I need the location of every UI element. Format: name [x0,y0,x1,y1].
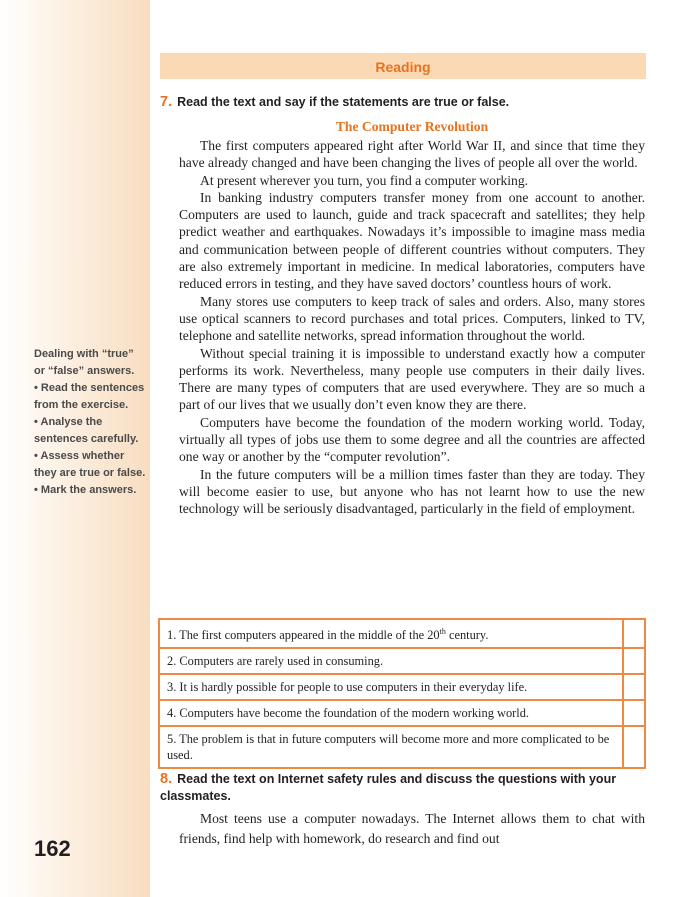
task-8-instruction: Read the text on Internet safety rules and discuss the questions with your classmates. [160,772,617,803]
sidebar-tip: • Assess whether they are true or false. [34,450,146,479]
task-7-heading [160,94,646,111]
statement-row [160,701,644,727]
article-paragraph: In banking industry computers transfer money from one account to another. Computers are used to launch, guide and track spacecraft and satellites; they help predict weather and earthquakes. Nowadays it’s impossible to imagine mass media and communication between people of different countries without computers. They are also extremely important in medicine. In medical laboratories, computers have reduced errors in testing, and they have saved doctors’ countless hours of work. [179,189,645,292]
task-7-number: 7. [160,94,173,110]
article-paragraph: In the future computers will be a million times faster than they are today. They will become easier to use, but anyone who has not learnt how to use the new technology will be seriously disadvantaged, particularly in the field of employment. [179,466,645,517]
article-paragraph: The first computers appeared right after World War II, and since that time they have already changed and have been changing the lives of people all over the world. [179,138,645,171]
article [179,117,645,518]
answer-box[interactable] [624,620,644,647]
statements-table [158,618,646,769]
intro-paragraph: Most teens use a computer nowadays. The Internet allows them to chat with friends, find help with homework, do research and find out [179,811,645,846]
statement-3-text: 3. It is hardly possible for people to use computers in their everyday life. [160,675,624,699]
statement-text [160,620,624,647]
task-8-number: 8. [160,771,173,787]
internet-safety-text [179,809,645,849]
task-7-instruction: Read the text and say if the statements are true or false. [177,95,510,109]
article-paragraph: Computers have become the foundation of the modern working world. Today, virtually all types of jobs use them to some degree and all the countries are affected one way or another by the “computer revolution”. [179,414,645,465]
article-paragraph: Many stores use computers to keep track of sales and orders. Also, many stores use optical scanners to record purchases and total prices. Computers, linked to TV, telephone and satellite networks, spread information throughout the world. [179,293,645,344]
article-paragraph: Without special training it is impossible to understand exactly how a computer performs its work. Nevertheless, many people use computers in their daily lives. There are many types of computers that are used everywhere. They are so much a part of our lives that we usually don’t even know they are there. [179,345,645,413]
answer-box[interactable] [624,701,644,725]
sidebar-tip: • Read the sentences from the exercise. [34,382,145,411]
statement-2-text: 2. Computers are rarely used in consuming. [160,649,624,673]
superscript: th [439,627,446,636]
sidebar-tip: • Mark the answers. [34,484,137,496]
article-title: The Computer Revolution [335,119,489,134]
statement-row [160,675,644,701]
statement-4-text: 4. Computers have become the foundation of the modern working world. [160,701,624,725]
sidebar-intro: Dealing with “true” or “false” answers. [34,348,135,377]
answer-box[interactable] [624,649,644,673]
answer-box[interactable] [624,675,644,699]
page-number: 162 [34,836,71,861]
answer-box[interactable] [624,727,644,767]
statement-row [160,620,644,649]
section-title: Reading [160,53,646,79]
statement-1-end: century. [445,628,489,643]
sidebar-tips [34,346,146,499]
task-8-heading [160,771,646,805]
statement-5-text: 5. The problem is that in future computers will become more and more complicated to be used. [160,727,624,767]
statement-1-text: 1. The first computers appeared in the middle of the 20 [167,628,440,643]
statement-row [160,727,644,767]
article-paragraph: At present wherever you turn, you find a computer working. [200,172,529,188]
statement-row [160,649,644,675]
sidebar-tip: • Analyse the sentences carefully. [34,416,139,445]
